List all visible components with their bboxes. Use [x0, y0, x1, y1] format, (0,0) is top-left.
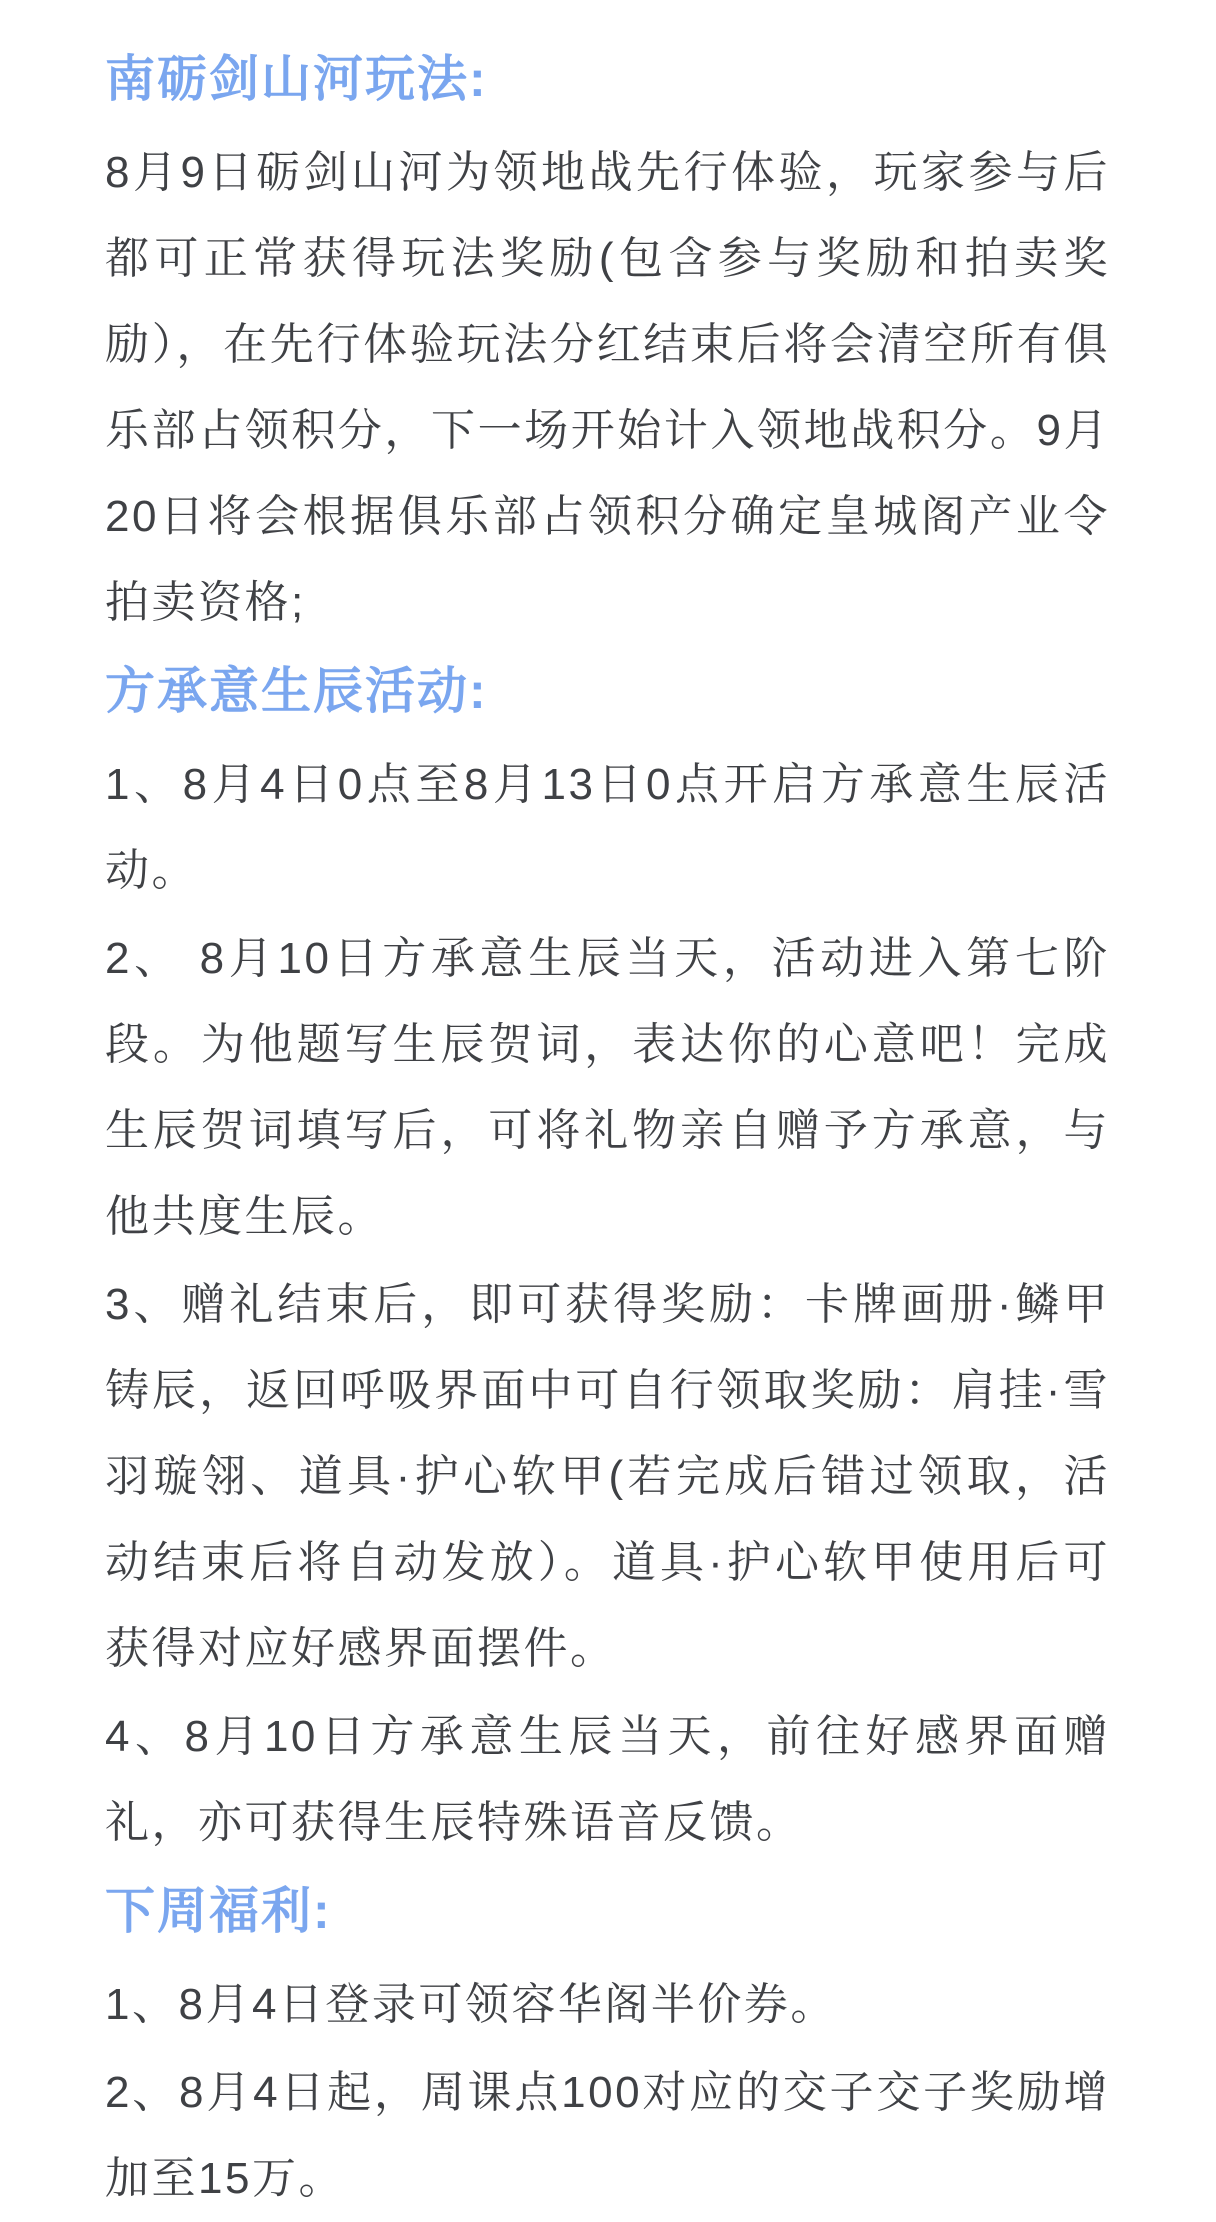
- paragraph-benefit-item-2: 2、8月4日起，周课点100对应的交子交子奖励增加至15万。: [105, 2068, 1110, 2203]
- paragraph-birthday-item-4: 4、8月10日方承意生辰当天，前往好感界面赠礼，亦可获得生辰特殊语音反馈。: [105, 1712, 1110, 1847]
- section-heading-next-week-benefits: 下周福利:: [105, 1883, 332, 1939]
- paragraph-birthday-item-3: 3、赠礼结束后，即可获得奖励：卡牌画册·鳞甲铸辰，返回呼吸界面中可自行领取奖励：肩挂·雪羽璇翎、道具·护心软甲(若完成后错过领取，活动结束后将自动发放）。道具·护心软甲使用后可获得对应好感界面摆件。: [105, 1280, 1110, 1673]
- paragraph-benefit-item-1: 1、8月4日登录可领容华阁半价券。: [105, 1980, 837, 2029]
- paragraph-birthday-item-1: 1、8月4日0点至8月13日0点开启方承意生辰活动。: [105, 760, 1110, 895]
- section-fangchengyi-birthday: [105, 648, 1110, 1866]
- section-nanli-jianshanhe: [105, 36, 1110, 646]
- section-next-week-benefits: [105, 1868, 1110, 2222]
- paragraph-lingdizhan-preview: 8月9日砺剑山河为领地战先行体验，玩家参与后都可正常获得玩法奖励(包含参与奖励和拍卖奖励），在先行体验玩法分红结束后将会清空所有俱乐部占领积分，下一场开始计入领地战积分。9月20日将会根据俱乐部占领积分确定皇城阁产业令拍卖资格;: [105, 148, 1110, 627]
- section-heading-fangchengyi-birthday: 方承意生辰活动:: [105, 663, 488, 719]
- section-heading-nanli-jianshanhe: 南砺剑山河玩法:: [105, 51, 488, 107]
- paragraph-birthday-item-2: 2、 8月10日方承意生辰当天，活动进入第七阶段。为他题写生辰贺词，表达你的心意吧！完成生辰贺词填写后，可将礼物亲自赠予方承意，与他共度生辰。: [105, 934, 1110, 1241]
